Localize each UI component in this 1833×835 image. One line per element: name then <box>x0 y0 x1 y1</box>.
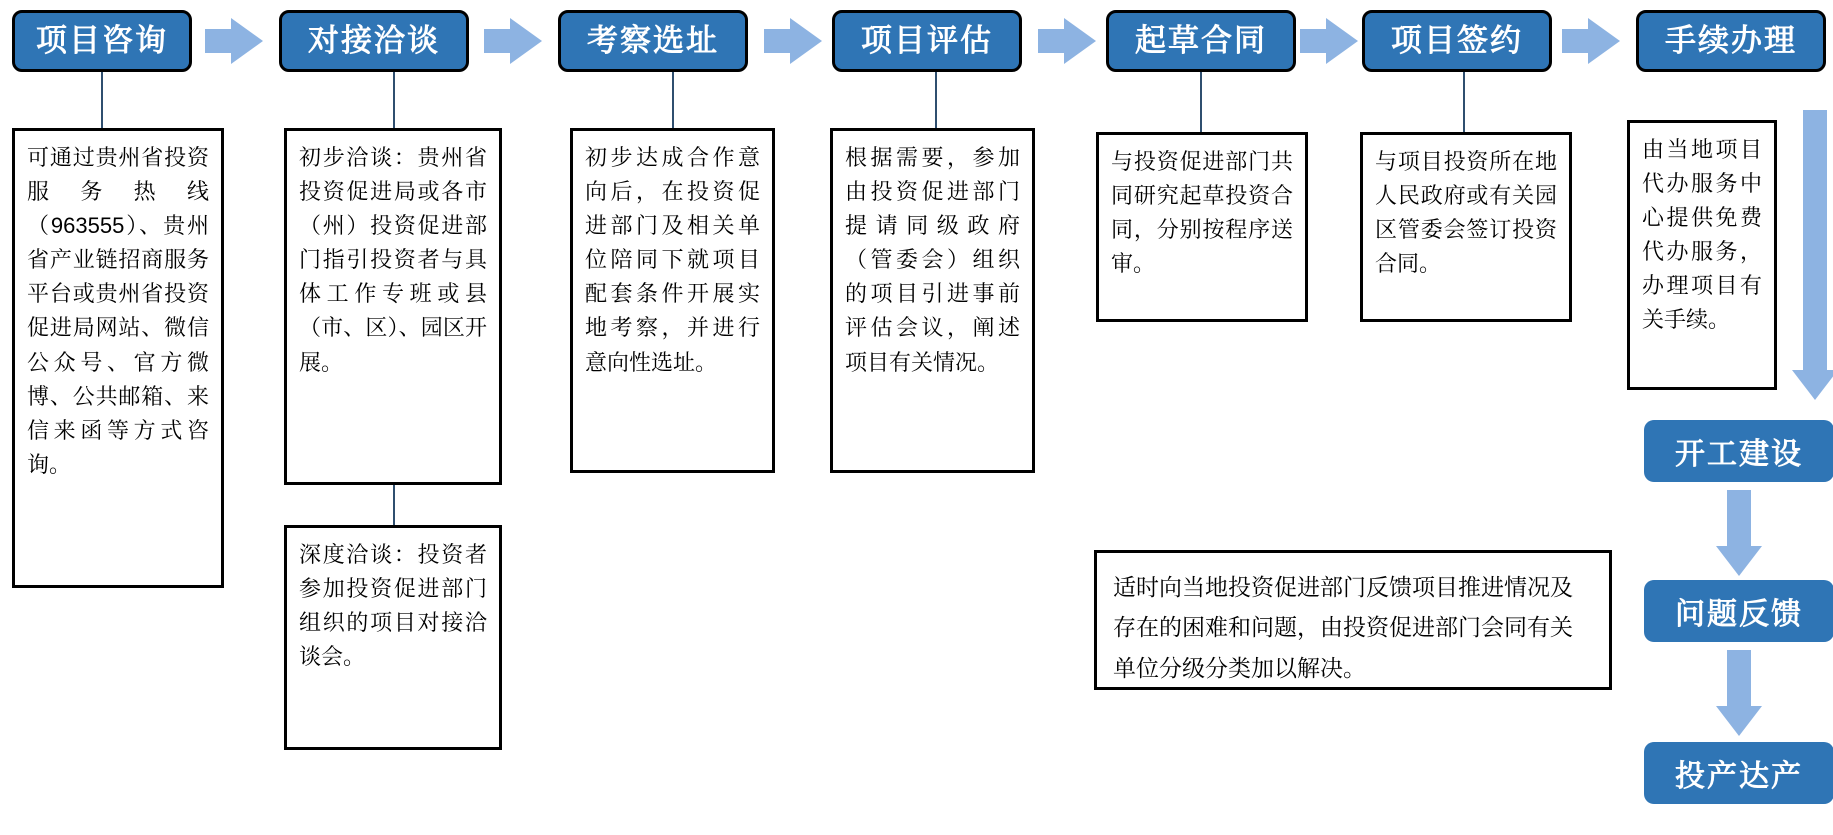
desc-box-formalities: 由当地项目代办服务中心提供免费代办服务，办理项目有关手续。 <box>1627 120 1777 390</box>
arrow-head <box>1588 18 1620 64</box>
arrow-shaft <box>1803 110 1827 370</box>
arrow-site-survey-to-evaluation <box>764 18 822 64</box>
arrow-head <box>790 18 822 64</box>
stage-header-signing[interactable]: 项目签约 <box>1362 10 1552 72</box>
arrow-head <box>510 18 542 64</box>
stage-production[interactable]: 投产达产 <box>1644 742 1833 804</box>
stage-feedback[interactable]: 问题反馈 <box>1644 580 1833 642</box>
arrow-head <box>1716 546 1762 576</box>
desc-box-site-survey: 初步达成合作意向后，在投资促进部门及相关单位陪同下就项目配套条件开展实地考察，并进行意向性选址。 <box>570 128 775 473</box>
stage-header-consult[interactable]: 项目咨询 <box>12 10 192 72</box>
desc-box-evaluation: 根据需要，参加由投资促进部门提请同级政府（管委会）组织的项目引进事前评估会议，阐述项目有关情况。 <box>830 128 1035 473</box>
stage-header-negotiation[interactable]: 对接洽谈 <box>279 10 469 72</box>
connector-consult <box>101 72 103 128</box>
arrow-head <box>1792 370 1833 400</box>
arrow-shaft <box>1727 490 1751 546</box>
arrow-evaluation-to-draft-contract <box>1038 18 1096 64</box>
desc-box-negotiation-initial: 初步洽谈：贵州省投资促进局或各市（州）投资促进部门指引投资者与具体工作专班或县（市、区）、园区开展。 <box>284 128 502 485</box>
desc-box-negotiation-deep: 深度洽谈：投资者参加投资促进部门组织的项目对接洽谈会。 <box>284 525 502 750</box>
desc-box-signing: 与项目投资所在地人民政府或有关园区管委会签订投资合同。 <box>1360 132 1572 322</box>
stage-construction[interactable]: 开工建设 <box>1644 420 1833 482</box>
connector-evaluation <box>935 72 937 128</box>
arrow-head <box>1716 706 1762 736</box>
stage-header-draft-contract[interactable]: 起草合同 <box>1106 10 1296 72</box>
stage-header-site-survey[interactable]: 考察选址 <box>558 10 748 72</box>
arrow-consult-to-negotiation <box>205 18 263 64</box>
arrow-formalities-to-construction <box>1792 110 1833 400</box>
arrow-construction-to-feedback <box>1716 490 1762 576</box>
connector-negotiation-2 <box>393 485 395 525</box>
arrow-negotiation-to-site-survey <box>484 18 542 64</box>
stage-header-formalities[interactable]: 手续办理 <box>1636 10 1826 72</box>
stage-header-evaluation[interactable]: 项目评估 <box>832 10 1022 72</box>
desc-box-consult: 可通过贵州省投资服务热线（963555）、贵州省产业链招商服务平台或贵州省投资促进局网站、微信公众号、官方微博、公共邮箱、来信来函等方式咨询。 <box>12 128 224 588</box>
connector-draft-contract <box>1200 72 1202 132</box>
arrow-draft-contract-to-signing <box>1300 18 1358 64</box>
arrow-shaft <box>1727 650 1751 706</box>
desc-box-feedback-note: 适时向当地投资促进部门反馈项目推进情况及存在的困难和问题，由投资促进部门会同有关单位分级分类加以解决。 <box>1094 550 1612 690</box>
desc-box-draft-contract: 与投资促进部门共同研究起草投资合同，分别按程序送审。 <box>1096 132 1308 322</box>
arrow-feedback-to-production <box>1716 650 1762 736</box>
arrow-head <box>1326 18 1358 64</box>
arrow-signing-to-formalities <box>1562 18 1620 64</box>
arrow-head <box>1064 18 1096 64</box>
connector-site-survey <box>672 72 674 128</box>
connector-negotiation <box>393 72 395 128</box>
connector-signing <box>1463 72 1465 132</box>
arrow-head <box>231 18 263 64</box>
